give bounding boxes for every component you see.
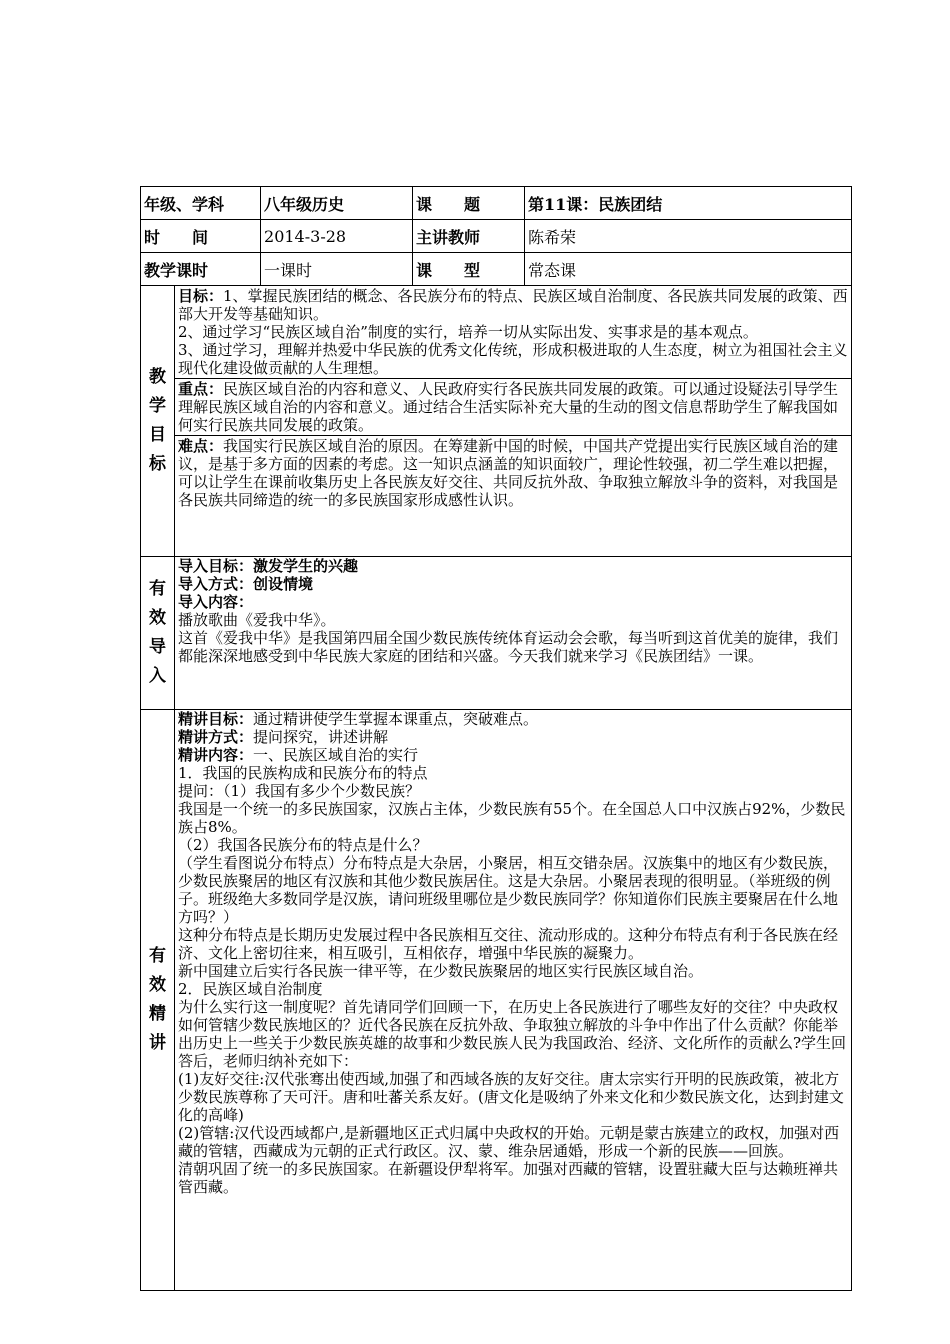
difficulty-text: 我国实行民族区域自治的原因。在筹建新中国的时候，中国共产党提出实行民族区域自治的建议，是基于多方面的因素的考虑。这一知识点涵盖的知识面较广，理论性较强，初二学生难以把握，可以让学生在课前收集历史上各民族友好交往、共同反抗外敌、争取独立解放斗争的资料，对我国是各民族共同缔造的统一的多民族国家形成感性认识。 bbox=[178, 437, 839, 509]
header-row-1 bbox=[141, 187, 852, 220]
lecture-goal-text: 通过精讲使学生掌握本课重点，突破难点。 bbox=[253, 710, 539, 728]
periods-value: 一课时 bbox=[261, 253, 413, 286]
lecture-p6: 这种分布特点是长期历史发展过程中各民族相互交往、流动形成的。这种分布特点有利于各民族在经济、文化上密切往来，相互吸引，互相依存，增强中华民族的凝聚力。 bbox=[178, 926, 839, 962]
intro-row bbox=[141, 557, 852, 710]
lecture-goal-label: 精讲目标： bbox=[178, 710, 254, 728]
intro-content bbox=[175, 557, 852, 710]
lecture-content-label: 精讲内容： bbox=[178, 746, 254, 764]
lecture-content-text: 一、民族区域自治的实行 bbox=[253, 746, 419, 764]
aims-3: 3、通过学习，理解并热爱中华民族的优秀文化传统，形成积极进取的人生态度，树立为祖国社会主义现代化建设做贡献的人生理想。 bbox=[178, 341, 848, 377]
lecture-p10: (1)友好交往:汉代张骞出使西域,加强了和西域各族的友好交往。唐太宗实行开明的民族政策，被北方少数民族尊称了天可汗。唐和吐蕃关系友好。(唐文化是吸纳了外来文化和少数民族文化，达到封建文化的高峰) bbox=[178, 1070, 844, 1124]
goals-content bbox=[175, 286, 852, 557]
date-label: 时 间 bbox=[141, 220, 261, 253]
aims-label: 目标： bbox=[178, 287, 224, 305]
key-text: 民族区域自治的内容和意义、人民政府实行各民族共同发展的政策。可以通过设疑法引导学生理解民族区域自治的内容和意义。通过结合生活实际补充大量的生动的图文信息帮助学生了解我国如何实行民族共同发展的政策。 bbox=[178, 380, 839, 434]
intro-method: 导入方式：创设情境 bbox=[178, 575, 314, 593]
intro-goal: 导入目标：激发学生的兴趣 bbox=[178, 557, 359, 575]
teacher-value: 陈希荣 bbox=[525, 220, 852, 253]
lecture-row bbox=[141, 710, 852, 1291]
grade-subject-value: 八年级历史 bbox=[261, 187, 413, 220]
lecture-p9: 为什么实行这一制度呢？首先请同学们回顾一下，在历史上各民族进行了哪些友好的交往？中央政权如何管辖少数民族地区的？近代各民族在反抗外敌、争取独立解放的斗争中作出了什么贡献？你能举出历史上一些关于少数民族英雄的故事和少数民族人民为我国政治、经济、文化所作的贡献么?学生回答后，老师归纳补充如下： bbox=[178, 998, 847, 1070]
aims-2: 2、通过学习“民族区域自治”制度的实行，培养一切从实际出发、实事求是的基本观点。 bbox=[178, 323, 758, 341]
lecture-p12: 清朝巩固了统一的多民族国家。在新疆设伊犁将军。加强对西藏的管辖，设置驻藏大臣与达赖班禅共管西藏。 bbox=[178, 1160, 839, 1196]
lecture-method-text: 提问探究，讲述讲解 bbox=[253, 728, 389, 746]
intro-song: 播放歌曲《爱我中华》。 bbox=[178, 611, 336, 629]
topic-value: 第11课：民族团结 bbox=[525, 187, 852, 220]
lecture-p7: 新中国建立后实行各民族一律平等，在少数民族聚居的地区实行民族区域自治。 bbox=[178, 962, 704, 980]
lesson-plan-document bbox=[140, 186, 851, 1291]
periods-label: 教学课时 bbox=[141, 253, 261, 286]
teacher-label: 主讲教师 bbox=[413, 220, 525, 253]
teaching-aims bbox=[178, 286, 848, 378]
lecture-content bbox=[175, 710, 852, 1291]
lecture-p8: 2．民族区域自治制度 bbox=[178, 980, 323, 998]
goals-row bbox=[141, 286, 852, 557]
date-value: 2014-3-28 bbox=[261, 220, 413, 253]
goals-side-label: 教 学 目 标 bbox=[141, 286, 175, 557]
topic-label: 课 题 bbox=[413, 187, 525, 220]
lesson-plan-table bbox=[140, 186, 852, 1291]
lecture-p11: (2)管辖:汉代设西域都户,是新疆地区正式归属中央政权的开始。元朝是蒙古族建立的政权，加强对西藏的管辖，西藏成为元朝的正式行政区。汉、蒙、维杂居通婚，形成一个新的民族——回族。 bbox=[178, 1124, 840, 1160]
key-points bbox=[178, 379, 848, 435]
lecture-p4: （2）我国各民族分布的特点是什么？ bbox=[178, 836, 428, 854]
difficulty-label: 难点： bbox=[178, 437, 224, 455]
lesson-type-value: 常态课 bbox=[525, 253, 852, 286]
lecture-method-label: 精讲方式： bbox=[178, 728, 254, 746]
intro-side-label: 有 效 导 入 bbox=[141, 557, 175, 710]
lesson-type-label: 课 型 bbox=[413, 253, 525, 286]
header-row-3 bbox=[141, 253, 852, 286]
lecture-side-label: 有 效 精 讲 bbox=[141, 710, 175, 1291]
key-label: 重点： bbox=[178, 380, 224, 398]
intro-content-label: 导入内容： bbox=[178, 593, 254, 611]
lecture-p3: 我国是一个统一的多民族国家，汉族占主体，少数民族有55个。在全国总人口中汉族占92%，少数民族占8%。 bbox=[178, 800, 846, 836]
lecture-p1: 1．我国的民族构成和民族分布的特点 bbox=[178, 764, 428, 782]
grade-subject-label: 年级、学科 bbox=[141, 187, 261, 220]
lecture-p2: 提问：（1）我国有多少个少数民族？ bbox=[178, 782, 421, 800]
difficult-points bbox=[178, 436, 848, 510]
intro-text: 这首《爱我中华》是我国第四届全国少数民族传统体育运动会会歌，每当听到这首优美的旋律，我们都能深深地感受到中华民族大家庭的团结和兴盛。今天我们就来学习《民族团结》一课。 bbox=[178, 629, 839, 665]
aims-text: 1、掌握民族团结的概念、各民族分布的特点、民族区域自治制度、各民族共同发展的政策、西部大开发等基础知识。 bbox=[178, 287, 848, 323]
lecture-p5: （学生看图说分布特点）分布特点是大杂居，小聚居，相互交错杂居。汉族集中的地区有少数民族，少数民族聚居的地区有汉族和其他少数民族居住。这是大杂居。小聚居表现的很明显。（举班级的例子。班级绝大多数同学是汉族，请问班级里哪位是少数民族同学？你知道你们民族主要聚居在什么地方吗？） bbox=[178, 854, 839, 926]
header-row-2 bbox=[141, 220, 852, 253]
